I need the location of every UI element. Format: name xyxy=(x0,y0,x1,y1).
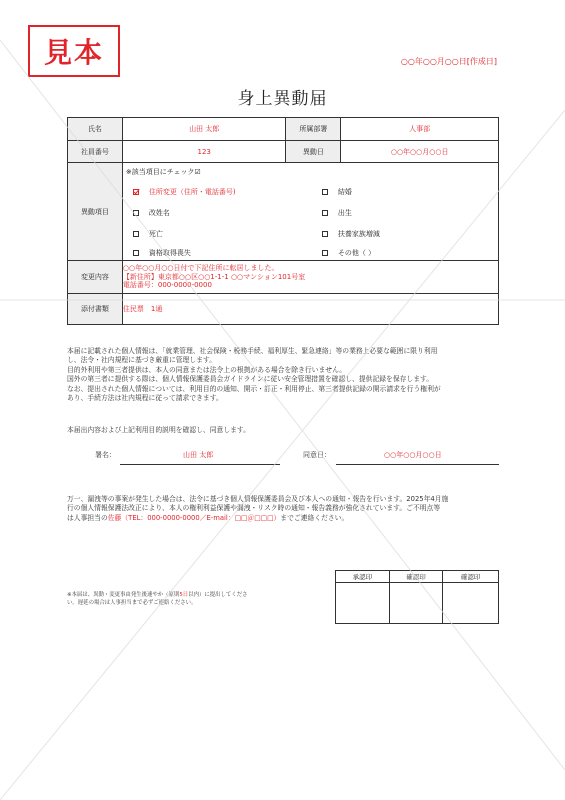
attach-field[interactable]: 住民票 1通 xyxy=(122,294,498,325)
checkbox-icon[interactable] xyxy=(322,231,328,237)
checkbox-icon[interactable] xyxy=(322,250,328,256)
agree-date-line xyxy=(336,464,499,465)
footnote-days: 5日 xyxy=(179,592,189,598)
confirm-header: 確認印 xyxy=(389,571,443,583)
dept-field[interactable]: 人事部 xyxy=(341,118,499,141)
footnote xyxy=(67,592,297,607)
option-label: 改姓名 xyxy=(148,209,170,217)
checkbox-icon[interactable] xyxy=(133,231,139,237)
privacy-notice xyxy=(67,347,499,403)
confirm-stamp-box[interactable] xyxy=(443,583,499,624)
option-birth[interactable] xyxy=(322,208,352,218)
option-label: 結婚 xyxy=(337,188,352,196)
checkbox-icon[interactable] xyxy=(133,210,139,216)
option-label: 住所変更（住所・電話番号) xyxy=(148,188,236,196)
confirm-text: 本届出内容および上記利用目的説明を確認し、同意します。 xyxy=(67,426,250,434)
option-qualification[interactable] xyxy=(133,248,191,258)
privacy-line: し、法令・社内規程に基づき厳重に管理します。 xyxy=(67,356,216,365)
sign-line xyxy=(120,464,280,465)
checkbox-checked-icon[interactable] xyxy=(133,189,139,195)
page-title: 身上異動届 xyxy=(237,89,328,109)
option-address-change[interactable] xyxy=(133,187,236,197)
footnote-text: ※本届は、異動・変更事由発生後速やか（原則 xyxy=(67,592,180,598)
privacy-line: 目的外利用や第三者提供は、本人の同意または法令上の根拠がある場合を除き行いません。 xyxy=(67,365,347,374)
approval-table xyxy=(335,570,499,624)
emp-no-field[interactable]: 123 xyxy=(122,141,286,163)
sign-label: 署名： xyxy=(95,451,116,459)
privacy-line: あり、手続方法は社内規程に従って請求できます。 xyxy=(67,394,223,403)
option-label: 出生 xyxy=(337,209,352,217)
privacy-line: 国外の第三者に提供する際は、個人情報保護委員会ガイドラインに従い安全管理措置を確認し、提供記録を保存します。 xyxy=(67,375,434,384)
name-field[interactable]: 山田 太郎 xyxy=(122,118,286,141)
check-note: ※該当項目にチェック☑ xyxy=(125,168,201,176)
option-dependents[interactable] xyxy=(322,229,380,239)
option-other[interactable] xyxy=(322,248,375,258)
option-death[interactable] xyxy=(133,229,163,239)
checkbox-icon[interactable] xyxy=(133,250,139,256)
contact-info: （TEL：000-0000-0000／E-mail：□□＠□□□） xyxy=(121,513,281,522)
items-cell xyxy=(122,163,498,261)
incident-text: は人事担当の xyxy=(67,513,108,522)
content-line: 電話番号：000-0000-0000 xyxy=(122,281,212,290)
sample-stamp: 見本 xyxy=(28,25,120,77)
privacy-line: 本届に記載された個人情報は、「就業管理、社会保険・税務手続、福利厚生、緊急連絡」等の業務上必要な範囲に限り利用 xyxy=(67,347,438,355)
footnote-line: い。遅延の場合は人事担当まで必ずご連絡ください。 xyxy=(67,599,197,606)
agree-date-field[interactable]: ○○年○○月○○日 xyxy=(384,451,442,459)
checkbox-icon[interactable] xyxy=(322,189,328,195)
incident-notice xyxy=(67,495,499,523)
incident-text: までご連絡ください。 xyxy=(280,513,349,522)
footnote-line xyxy=(67,592,297,600)
dept-label: 所属部署 xyxy=(286,118,341,141)
approval-header: 承認印 xyxy=(336,571,390,583)
option-name-change[interactable] xyxy=(133,208,170,218)
option-marriage[interactable] xyxy=(322,187,352,197)
content-line: ○○年○○月○○日付で下記住所に転居しました。 xyxy=(122,264,279,273)
footnote-text: 以内）に提出してくださ xyxy=(188,592,248,598)
privacy-line: なお、提出された個人情報については、利用目的の通知、開示・訂正・利用停止、第三者提供記録の開示請求を行う権利が xyxy=(67,384,441,393)
content-field[interactable] xyxy=(122,261,498,294)
sign-field[interactable]: 山田 太郎 xyxy=(183,451,214,459)
name-label: 氏名 xyxy=(68,118,123,141)
option-label: 扶養家族増減 xyxy=(337,230,380,238)
option-label: その他（ ） xyxy=(337,249,376,257)
checkbox-icon[interactable] xyxy=(322,210,328,216)
incident-line: 行の個人情報保護法改正により、本人の権利利益保護や漏洩・リスク時の通知・報告義務が強化されています。ご不明点等 xyxy=(67,504,441,513)
confirm-stamp-box[interactable] xyxy=(389,583,443,624)
change-date-field[interactable]: ○○年○○月○○日 xyxy=(341,141,499,163)
confirm-header: 確認印 xyxy=(443,571,499,583)
date-created: ○○年○○月○○日[作成日] xyxy=(400,57,497,66)
approval-stamp-box[interactable] xyxy=(336,583,390,624)
agree-date-label: 同意日： xyxy=(303,451,331,459)
attach-label: 添付書類 xyxy=(68,294,123,325)
emp-no-label: 社員番号 xyxy=(68,141,123,163)
contact-person: 佐藤 xyxy=(107,513,122,522)
incident-line: 万一、漏洩等の事案が発生した場合は、法令に基づき個人情報保護委員会及び本人への通知・報告を行います。2025年4月施 xyxy=(67,495,449,503)
option-label: 死亡 xyxy=(148,230,163,238)
form-table xyxy=(67,117,499,325)
items-label: 異動項目 xyxy=(68,163,123,261)
content-line: 【新住所】東京都○○区○○1-1-1 ○○マンション101号室 xyxy=(122,272,306,281)
incident-line xyxy=(67,514,499,523)
option-label: 資格取得喪失 xyxy=(148,249,191,257)
change-date-label: 異動日 xyxy=(286,141,341,163)
content-label: 変更内容 xyxy=(68,261,123,294)
